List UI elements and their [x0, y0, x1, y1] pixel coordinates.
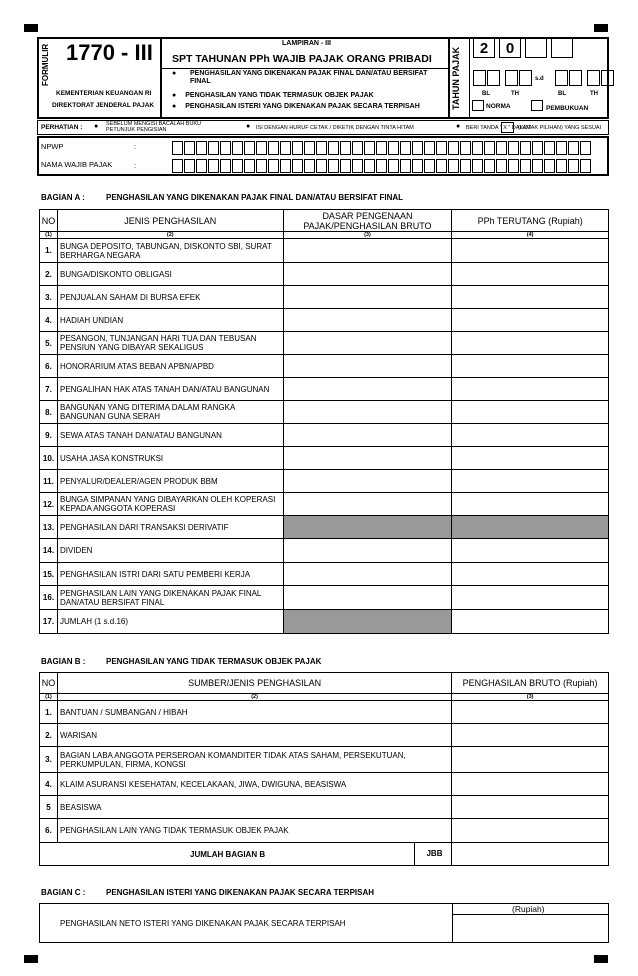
char-box[interactable]: [244, 141, 255, 155]
nama-input[interactable]: [172, 157, 592, 175]
ministry: KEMENTERIAN KEUANGAN RI: [56, 90, 152, 97]
row-label: PENJUALAN SAHAM DI BURSA EFEK: [57, 286, 283, 309]
table-row: [40, 401, 609, 424]
char-box[interactable]: [544, 141, 555, 155]
char-box[interactable]: [520, 159, 531, 173]
char-box[interactable]: [400, 141, 411, 155]
char-box[interactable]: [436, 141, 447, 155]
char-box[interactable]: [472, 159, 483, 173]
dasar-pengenaan-input[interactable]: [283, 332, 452, 355]
row-label: BUNGA SIMPANAN YANG DIBAYARKAN OLEH KOPERASI KEPADA ANGGOTA KOPERASI: [57, 493, 283, 516]
char-box[interactable]: [208, 141, 219, 155]
char-box[interactable]: [256, 159, 267, 173]
year-digit-1: 2: [473, 38, 495, 58]
table-row: [40, 516, 609, 539]
table-row: [40, 493, 609, 516]
char-box[interactable]: [352, 141, 363, 155]
char-box[interactable]: [268, 159, 279, 173]
registration-mark-top-left: [24, 24, 38, 32]
dasar-pengenaan-input: [283, 516, 452, 539]
dasar-pengenaan-input: [283, 610, 452, 634]
char-box[interactable]: [364, 141, 375, 155]
bagian-c-rupiah: (Rupiah): [512, 904, 545, 914]
char-box[interactable]: [316, 159, 327, 173]
pph-terutang-input[interactable]: [452, 424, 609, 447]
row-number: 2.: [40, 724, 58, 747]
char-box[interactable]: [448, 159, 459, 173]
row-number: 17.: [40, 610, 58, 634]
char-box[interactable]: [556, 141, 567, 155]
char-box[interactable]: [280, 159, 291, 173]
bagian-c-text: PENGHASILAN NETO ISTERI YANG DIKENAKAN PAJAK SECARA TERPISAH: [60, 919, 346, 928]
col-no: NO: [40, 210, 58, 232]
dasar-pengenaan-input[interactable]: [283, 286, 452, 309]
npwp-input[interactable]: [172, 139, 592, 157]
perhatian-item-3: BERI TANDA " X " DALAM: [466, 125, 531, 131]
row-label: PENGHASILAN LAIN YANG DIKENAKAN PAJAK FINAL DAN/ATAU BERSIFAT FINAL: [57, 586, 283, 610]
row-label: PENGHASILAN LAIN YANG TIDAK TERMASUK OBJEK PAJAK: [57, 819, 451, 843]
char-box[interactable]: [292, 159, 303, 173]
table-row: [40, 610, 609, 634]
table-row: [40, 724, 609, 747]
row-number: 4.: [40, 773, 58, 796]
formulir-label: FORMULIR: [41, 43, 50, 86]
char-box[interactable]: [460, 141, 471, 155]
row-number: 6.: [40, 355, 58, 378]
char-box[interactable]: [244, 159, 255, 173]
row-label: SEWA ATAS TANAH DAN/ATAU BANGUNAN: [57, 424, 283, 447]
row-label: WARISAN: [57, 724, 451, 747]
row-label: BANTUAN / SUMBANGAN / HIBAH: [57, 701, 451, 724]
perhatian-bar: PERHATIAN : ● SEBELUM MENGISI BACALAH BUKU PETUNJUK PENGISIAN ● ISI DENGAN HURUF CETAK / DIKETIK DENGAN TINTA HITAM ● BERI TANDA " X " DALAM (KOTAK PILIHAN) YANG SESUAI: [37, 120, 609, 135]
dasar-pengenaan-input[interactable]: [283, 378, 452, 401]
char-box[interactable]: [316, 141, 327, 155]
char-box[interactable]: [568, 141, 579, 155]
perhatian-item-1: SEBELUM MENGISI BACALAH BUKU PETUNJUK PENGISIAN: [106, 121, 202, 133]
dasar-pengenaan-input[interactable]: [283, 447, 452, 470]
bl-label-2: BL: [558, 91, 566, 97]
row-number: 5.: [40, 332, 58, 355]
pembukuan-label: PEMBUKUAN: [546, 105, 589, 112]
dasar-pengenaan-input[interactable]: [283, 263, 452, 286]
table-row: [40, 424, 609, 447]
char-box[interactable]: [196, 141, 207, 155]
col-sumber: SUMBER/JENIS PENGHASILAN: [57, 673, 451, 694]
pph-terutang-input[interactable]: [452, 610, 609, 634]
char-box[interactable]: [268, 141, 279, 155]
dasar-pengenaan-input[interactable]: [283, 539, 452, 563]
char-box[interactable]: [292, 141, 303, 155]
row-number: 5: [40, 796, 58, 819]
norma-label: NORMA: [486, 103, 511, 110]
pph-terutang-input[interactable]: [452, 332, 609, 355]
table-row: [40, 796, 609, 819]
char-box[interactable]: [448, 141, 459, 155]
row-label: PENGHASILAN DARI TRANSAKSI DERIVATIF: [57, 516, 283, 539]
col-dasar-pengenaan: DASAR PENGENAAN PAJAK/PENGHASILAN BRUTO: [283, 210, 452, 232]
sd-label: s.d: [535, 76, 544, 82]
char-box[interactable]: [256, 141, 267, 155]
char-box[interactable]: [364, 159, 375, 173]
bagian-b-title: PENGHASILAN YANG TIDAK TERMASUK OBJEK PAJAK: [106, 657, 322, 666]
char-box[interactable]: [496, 159, 507, 173]
row-label: HONORARIUM ATAS BEBAN APBN/APBD: [57, 355, 283, 378]
char-box[interactable]: [376, 159, 387, 173]
bagian-c-value[interactable]: [453, 915, 608, 942]
row-number: 9.: [40, 424, 58, 447]
char-box[interactable]: [304, 159, 315, 173]
char-box[interactable]: [184, 159, 195, 173]
pph-terutang-input[interactable]: [452, 378, 609, 401]
char-box[interactable]: [580, 159, 591, 173]
char-box[interactable]: [388, 141, 399, 155]
lampiran-label: LAMPIRAN - III: [282, 40, 331, 47]
jumlah-bagian-b-value[interactable]: [452, 843, 609, 866]
char-box[interactable]: [220, 141, 231, 155]
jbb-code: JBB: [414, 843, 454, 865]
row-label: BEASISWA: [57, 796, 451, 819]
th-label-2: TH: [590, 91, 598, 97]
penghasilan-bruto-input[interactable]: [452, 747, 609, 773]
char-box[interactable]: [520, 141, 531, 155]
char-box[interactable]: [424, 141, 435, 155]
header-bullet-2: ● PENGHASILAN YANG TIDAK TERMASUK OBJEK PAJAK: [172, 92, 374, 99]
char-box[interactable]: [472, 141, 483, 155]
pph-terutang-input[interactable]: [452, 401, 609, 424]
pph-terutang-input: [452, 516, 609, 539]
char-box[interactable]: [532, 159, 543, 173]
npwp-label: NPWP: [41, 142, 64, 151]
row-number: 4.: [40, 309, 58, 332]
penghasilan-bruto-input[interactable]: [452, 701, 609, 724]
table-row: [40, 286, 609, 309]
registration-mark-bottom-right: [594, 955, 608, 963]
row-number: 6.: [40, 819, 58, 843]
pph-terutang-input[interactable]: [452, 286, 609, 309]
char-box[interactable]: [508, 159, 519, 173]
tahun-pajak-label: TAHUN PAJAK: [451, 46, 461, 110]
row-label: BUNGA/DISKONTO OBLIGASI: [57, 263, 283, 286]
bagian-b-table: NO SUMBER/JENIS PENGHASILAN PENGHASILAN BRUTO (Rupiah) (1) (2) (3) 1. BANTUAN / SUMBANGAN / HIBAH 2. WARISAN 3. BAGIAN LABA ANGGOTA PERSEROAN KOMANDITER TIDAK ATAS SAHAM, PERSEKUTUAN, PERKUMPULAN, FIRMA, KONGSI 4. KLAIM ASURANSI KESEHATAN, KECELAKAAN, JIWA, DWIGUNA, BEASISWA 5 BEASISWA 6. PENGHASILAN LAIN YANG TIDAK TERMASUK OBJEK PAJAK JUMLAH BAGIAN B JBB: [39, 672, 609, 866]
dasar-pengenaan-input[interactable]: [283, 493, 452, 516]
perhatian-item-2: ISI DENGAN HURUF CETAK / DIKETIK DENGAN TINTA HITAM: [256, 125, 414, 131]
char-box[interactable]: [436, 159, 447, 173]
char-box[interactable]: [208, 159, 219, 173]
dasar-pengenaan-input[interactable]: [283, 401, 452, 424]
table-row: [40, 747, 609, 773]
char-box[interactable]: [544, 159, 555, 173]
dasar-pengenaan-input[interactable]: [283, 309, 452, 332]
directorate: DIREKTORAT JENDERAL PAJAK: [52, 102, 155, 109]
penghasilan-bruto-input[interactable]: [452, 819, 609, 843]
char-box[interactable]: [412, 159, 423, 173]
table-row: [40, 378, 609, 401]
table-row: [40, 239, 609, 263]
penghasilan-bruto-input[interactable]: [452, 724, 609, 747]
char-box[interactable]: [400, 159, 411, 173]
pph-terutang-input[interactable]: [452, 586, 609, 610]
char-box[interactable]: [280, 141, 291, 155]
row-label: JUMLAH (1 s.d.16): [57, 610, 283, 634]
char-box[interactable]: [532, 141, 543, 155]
dasar-pengenaan-input[interactable]: [283, 586, 452, 610]
row-number: 12.: [40, 493, 58, 516]
row-label: HADIAH UNDIAN: [57, 309, 283, 332]
row-number: 2.: [40, 263, 58, 286]
char-box[interactable]: [352, 159, 363, 173]
row-number: 15.: [40, 563, 58, 586]
table-row: [40, 773, 609, 796]
form-title: SPT TAHUNAN PPh WAJIB PAJAK ORANG PRIBADI: [172, 53, 432, 65]
row-label: PENGHASILAN ISTRI DARI SATU PEMBERI KERJA: [57, 563, 283, 586]
row-number: 1.: [40, 239, 58, 263]
char-box[interactable]: [304, 141, 315, 155]
th-label-1: TH: [511, 91, 519, 97]
col-no-b: NO: [40, 673, 58, 694]
pph-terutang-input[interactable]: [452, 470, 609, 493]
row-number: 16.: [40, 586, 58, 610]
char-box[interactable]: [376, 141, 387, 155]
char-box[interactable]: [508, 141, 519, 155]
char-box[interactable]: [424, 159, 435, 173]
table-row: [40, 539, 609, 563]
col-jenis-penghasilan: JENIS PENGHASILAN: [57, 210, 283, 232]
penghasilan-bruto-input[interactable]: [452, 796, 609, 819]
char-box[interactable]: [172, 141, 183, 155]
pph-terutang-input[interactable]: [452, 493, 609, 516]
header-bullet-3: ● PENGHASILAN ISTERI YANG DIKENAKAN PAJAK SECARA TERPISAH: [172, 103, 420, 110]
pph-terutang-input[interactable]: [452, 447, 609, 470]
bagian-c-label: BAGIAN C :: [41, 888, 86, 897]
table-row: [40, 355, 609, 378]
dasar-pengenaan-input[interactable]: [283, 355, 452, 378]
dasar-pengenaan-input[interactable]: [283, 424, 452, 447]
dasar-pengenaan-input[interactable]: [283, 239, 452, 263]
year-digit-2: 0: [499, 38, 521, 58]
table-row: [40, 586, 609, 610]
registration-mark-bottom-left: [24, 955, 38, 963]
form-number: 1770 - III: [66, 40, 153, 65]
row-label: USAHA JASA KONSTRUKSI: [57, 447, 283, 470]
char-box[interactable]: [328, 159, 339, 173]
row-number: 8.: [40, 401, 58, 424]
pph-terutang-input[interactable]: [452, 263, 609, 286]
pph-terutang-input[interactable]: [452, 309, 609, 332]
char-box[interactable]: [580, 141, 591, 155]
row-number: 10.: [40, 447, 58, 470]
pembukuan-checkbox[interactable]: [531, 100, 543, 111]
table-row: [40, 332, 609, 355]
char-box[interactable]: [220, 159, 231, 173]
row-label: BANGUNAN YANG DITERIMA DALAM RANGKA BANGUNAN GUNA SERAH: [57, 401, 283, 424]
row-label: BAGIAN LABA ANGGOTA PERSEROAN KOMANDITER TIDAK ATAS SAHAM, PERSEKUTUAN, PERKUMPULAN, FIRMA, KONGSI: [57, 747, 451, 773]
char-box[interactable]: [340, 159, 351, 173]
pph-terutang-input[interactable]: [452, 563, 609, 586]
norma-checkbox[interactable]: [472, 100, 484, 111]
char-box[interactable]: [340, 141, 351, 155]
perhatian-sample-box: [501, 122, 514, 133]
char-box[interactable]: [232, 159, 243, 173]
dasar-pengenaan-input[interactable]: [283, 563, 452, 586]
jumlah-bagian-b-label: JUMLAH BAGIAN B: [190, 850, 266, 859]
jumlah-bagian-b-row: [40, 843, 452, 866]
perhatian-label: PERHATIAN :: [41, 124, 83, 131]
char-box[interactable]: [556, 159, 567, 173]
row-number: 3.: [40, 286, 58, 309]
char-box[interactable]: [388, 159, 399, 173]
perhatian-item-4: (KOTAK PILIHAN) YANG SESUAI: [518, 125, 602, 131]
char-box[interactable]: [412, 141, 423, 155]
row-label: PESANGON, TUNJANGAN HARI TUA DAN TEBUSAN PENSIUN YANG DIBAYAR SEKALIGUS: [57, 332, 283, 355]
char-box[interactable]: [496, 141, 507, 155]
bagian-a-title: PENGHASILAN YANG DIKENAKAN PAJAK FINAL DAN/ATAU BERSIFAT FINAL: [106, 193, 404, 202]
table-row: [40, 563, 609, 586]
char-box[interactable]: [484, 159, 495, 173]
char-box[interactable]: [328, 141, 339, 155]
nama-wajib-pajak-label: NAMA WAJIB PAJAK: [41, 160, 113, 169]
bagian-a-table: NO JENIS PENGHASILAN DASAR PENGENAAN PAJAK/PENGHASILAN BRUTO PPh TERUTANG (Rupiah) (1) (2) (3) (4) 1. BUNGA DEPOSITO, TABUNGAN, DISKONTO SBI, SURAT BERHARGA NEGARA 2. BUNGA/DISKONTO OBLIGASI 3. PENJUALAN SAHAM DI BURSA EFEK 4. HADIAH UNDIAN 5. PESANGON, TUNJANGAN HARI TUA DAN TEBUSAN PENSIUN YANG DIBAYAR SEKALIGUS 6. HONORARIUM ATAS BEBAN APBN/APBD 7. PENGALIHAN HAK ATAS TANAH DAN/ATAU BANGUNAN 8. BANGUNAN YANG DITERIMA DALAM RANGKA BANGUNAN GUNA SERAH 9. SEWA ATAS TANAH DAN/ATAU BANGUNAN 10. USAHA JASA KONSTRUKSI 11. PENYALUR/DEALER/AGEN PRODUK BBM 12. BUNGA SIMPANAN YANG DIBAYARKAN OLEH KOPERASI KEPADA ANGGOTA KOPERASI 13. PENGHASILAN DARI TRANSAKSI DERIVATIF 14. DIVIDEN 15. PENGHASILAN ISTRI DARI SATU PEMBERI KERJA 16. PENGHASILAN LAIN YANG DIKENAKAN PAJAK FINAL DAN/ATAU BERSIFAT FINAL 17. JUMLAH (1 s.d.16): [39, 209, 609, 634]
bagian-c-title: PENGHASILAN ISTERI YANG DIKENAKAN PAJAK SECARA TERPISAH: [106, 888, 375, 897]
table-row: [40, 819, 609, 843]
char-box[interactable]: [232, 141, 243, 155]
col-penghasilan-bruto: PENGHASILAN BRUTO (Rupiah): [452, 673, 609, 694]
row-number: 11.: [40, 470, 58, 493]
table-row: [40, 470, 609, 493]
row-number: 14.: [40, 539, 58, 563]
char-box[interactable]: [172, 159, 183, 173]
row-number: 3.: [40, 747, 58, 773]
col-pph-terutang: PPh TERUTANG (Rupiah): [452, 210, 609, 232]
table-row: [40, 263, 609, 286]
row-label: KLAIM ASURANSI KESEHATAN, KECELAKAAN, JIWA, DWIGUNA, BEASISWA: [57, 773, 451, 796]
row-number: 13.: [40, 516, 58, 539]
row-label: DIVIDEN: [57, 539, 283, 563]
penghasilan-bruto-input[interactable]: [452, 773, 609, 796]
char-box[interactable]: [184, 141, 195, 155]
dasar-pengenaan-input[interactable]: [283, 470, 452, 493]
table-row: [40, 309, 609, 332]
row-label: PENGALIHAN HAK ATAS TANAH DAN/ATAU BANGUNAN: [57, 378, 283, 401]
bl-label-1: BL: [482, 91, 490, 97]
row-number: 7.: [40, 378, 58, 401]
char-box[interactable]: [460, 159, 471, 173]
bagian-a-label: BAGIAN A :: [41, 193, 85, 202]
table-row: [40, 701, 609, 724]
pph-terutang-input[interactable]: [452, 239, 609, 263]
row-label: BUNGA DEPOSITO, TABUNGAN, DISKONTO SBI, SURAT BERHARGA NEGARA: [57, 239, 283, 263]
row-label: PENYALUR/DEALER/AGEN PRODUK BBM: [57, 470, 283, 493]
char-box[interactable]: [568, 159, 579, 173]
table-row: [40, 447, 609, 470]
bagian-b-label: BAGIAN B :: [41, 657, 86, 666]
registration-mark-top-right: [594, 24, 608, 32]
char-box[interactable]: [196, 159, 207, 173]
row-number: 1.: [40, 701, 58, 724]
char-box[interactable]: [484, 141, 495, 155]
pph-terutang-input[interactable]: [452, 355, 609, 378]
pph-terutang-input[interactable]: [452, 539, 609, 563]
